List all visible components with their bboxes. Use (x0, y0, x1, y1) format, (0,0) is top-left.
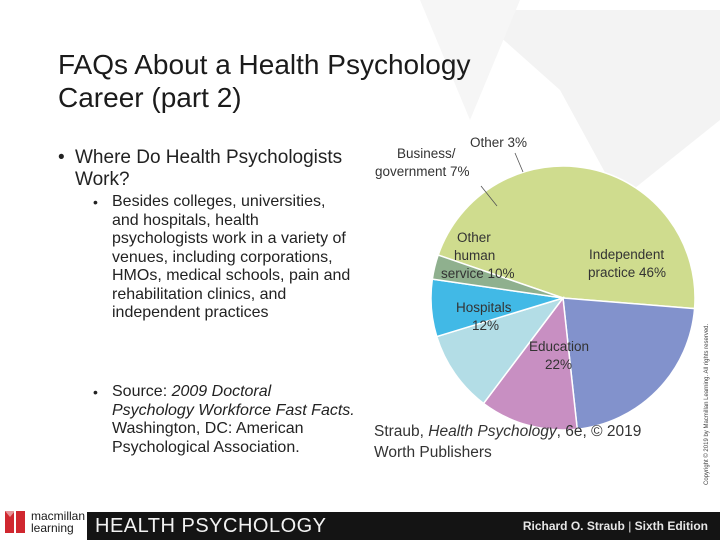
bullet-dot: • (58, 147, 65, 168)
label-business-2: government 7% (375, 164, 470, 179)
author-name: Richard O. Straub (522, 519, 625, 533)
bullet-main-text: Where Do Health Psychologists Work? (75, 147, 343, 190)
label-hospitals-2: 12% (472, 318, 500, 333)
bullet-dot: • (93, 384, 98, 400)
sub-bullet-source-text (93, 383, 355, 457)
author-edition (523, 517, 708, 535)
slide-title (58, 48, 578, 114)
label-other-human-1: Other (457, 230, 491, 245)
source-title: 2009 Doctoral Psychology Workforce Fast Facts. (112, 383, 355, 419)
credit-line1 (374, 421, 714, 442)
logo-line2: learning (31, 521, 74, 535)
slide-title-line1: FAQs About a Health Psychology (58, 49, 471, 80)
label-other-human-2: human (454, 248, 496, 263)
macmillan-logo-text (31, 510, 85, 534)
leader-line-other (515, 153, 523, 172)
sub-bullet-source (93, 383, 355, 457)
label-independent-1: Independent (589, 247, 665, 262)
bullet-main (58, 147, 358, 191)
pie-chart (365, 128, 710, 468)
edition: Sixth Edition (634, 519, 708, 533)
source-rest: Washington, DC: American Psychological Association. (112, 420, 304, 456)
book-title: HEALTH PSYCHOLOGY (95, 515, 327, 537)
bullet-dot: • (93, 194, 98, 210)
label-education-1: Education (529, 339, 590, 354)
credit-edition: , 6e, © 2019 (556, 423, 642, 440)
label-education-2: 22% (545, 357, 573, 372)
separator: | (628, 519, 632, 533)
slide-title-line2: Career (part 2) (58, 82, 242, 113)
label-business-1: Business/ (397, 146, 456, 161)
source-prefix: Source: (112, 383, 172, 400)
copyright-notice: Copyright © 2019 by Macmillan Learning. All rights reserved. (704, 323, 710, 485)
label-independent-2: practice 46% (588, 265, 667, 280)
label-hospitals-1: Hospitals (456, 300, 512, 315)
pie-slice-education (563, 298, 695, 429)
credit-author: Straub, (374, 423, 429, 440)
label-other-human-3: service 10% (441, 266, 515, 281)
sub-bullet-venues-text: Besides colleges, universities, and hospitals, health psychologists work in a variety of venues, including corporations, HMOs, medical schools, pain and rehabilitation clinics, and independent practices (112, 193, 351, 321)
credit-publisher: Worth Publishers (374, 444, 492, 461)
figure-credit (374, 421, 714, 463)
logo-line1: macmillan (31, 509, 86, 523)
credit-book-title: Health Psychology (428, 423, 557, 440)
label-other: Other 3% (470, 135, 528, 150)
macmillan-logo-icon (5, 509, 27, 535)
sub-bullet-venues (93, 193, 355, 323)
